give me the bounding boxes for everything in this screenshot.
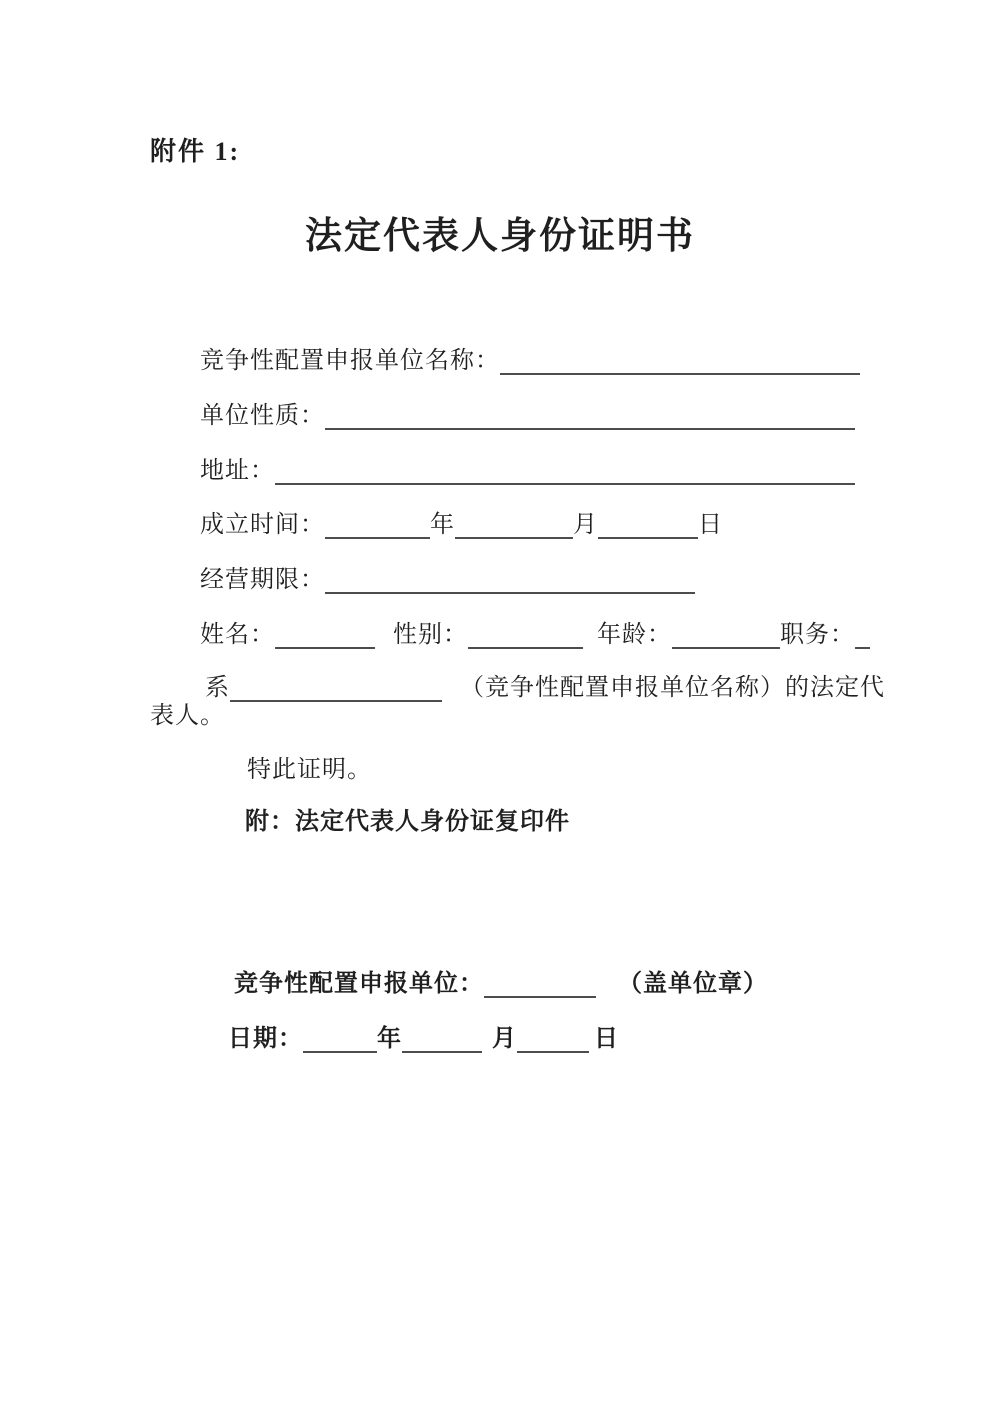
address-label: 地址： <box>200 458 275 484</box>
statement-wrap: 表人。 <box>150 703 225 729</box>
footer-year-label: 年 <box>377 1026 402 1052</box>
footer-day-blank <box>517 1051 589 1053</box>
gender-blank <box>468 647 583 649</box>
unit-nature-label: 单位性质： <box>200 403 325 429</box>
month-unit-label: 月 <box>573 512 598 538</box>
age-label: 年龄： <box>597 622 672 648</box>
footer-unit-blank <box>484 996 596 998</box>
statement-blank <box>230 700 442 702</box>
position-label: 职务： <box>780 622 855 648</box>
established-day-blank <box>598 537 698 539</box>
unit-name-blank <box>500 373 860 375</box>
gender-label: 性别： <box>393 622 468 648</box>
seal-note: （盖单位章） <box>618 971 768 997</box>
statement-wrap-line <box>150 701 225 731</box>
unit-name-label: 竞争性配置申报单位名称： <box>200 348 500 374</box>
form-row-established <box>200 510 723 540</box>
attachment-number-label: 附件 1: <box>150 137 241 166</box>
form-row-unit-name <box>200 346 860 376</box>
document-title: 法定代表人身份证明书 <box>305 216 695 257</box>
form-row-term <box>200 565 695 595</box>
unit-nature-blank <box>325 428 855 430</box>
statement-suffix: （竞争性配置申报单位名称）的法定代 <box>460 675 885 701</box>
established-month-blank <box>455 537 573 539</box>
name-label: 姓名： <box>200 622 275 648</box>
form-row-unit-nature <box>200 401 855 431</box>
name-blank <box>275 647 375 649</box>
footer-date-line <box>228 1024 619 1054</box>
certify-line <box>247 755 372 785</box>
footer-month-blank <box>402 1051 482 1053</box>
footer-month-label: 月 <box>492 1026 517 1052</box>
attachment-note-line <box>245 807 570 837</box>
footer-day-label: 日 <box>594 1026 619 1052</box>
position-blank <box>855 647 870 649</box>
certify-text: 特此证明。 <box>247 757 372 783</box>
statement-line <box>205 673 885 703</box>
year-unit-label: 年 <box>430 512 455 538</box>
term-label: 经营期限： <box>200 567 325 593</box>
established-label: 成立时间： <box>200 512 325 538</box>
footer-date-label: 日期： <box>228 1026 303 1052</box>
form-row-person <box>200 620 870 650</box>
established-year-blank <box>325 537 430 539</box>
day-unit-label: 日 <box>698 512 723 538</box>
footer-unit-label: 竞争性配置申报单位： <box>234 971 484 997</box>
term-blank <box>325 592 695 594</box>
footer-unit-line <box>234 969 768 999</box>
form-row-address <box>200 456 855 486</box>
statement-prefix: 系 <box>205 675 230 701</box>
footer-year-blank <box>303 1051 377 1053</box>
age-blank <box>672 647 780 649</box>
attachment-note-text: 附：法定代表人身份证复印件 <box>245 809 570 835</box>
address-blank <box>275 483 855 485</box>
